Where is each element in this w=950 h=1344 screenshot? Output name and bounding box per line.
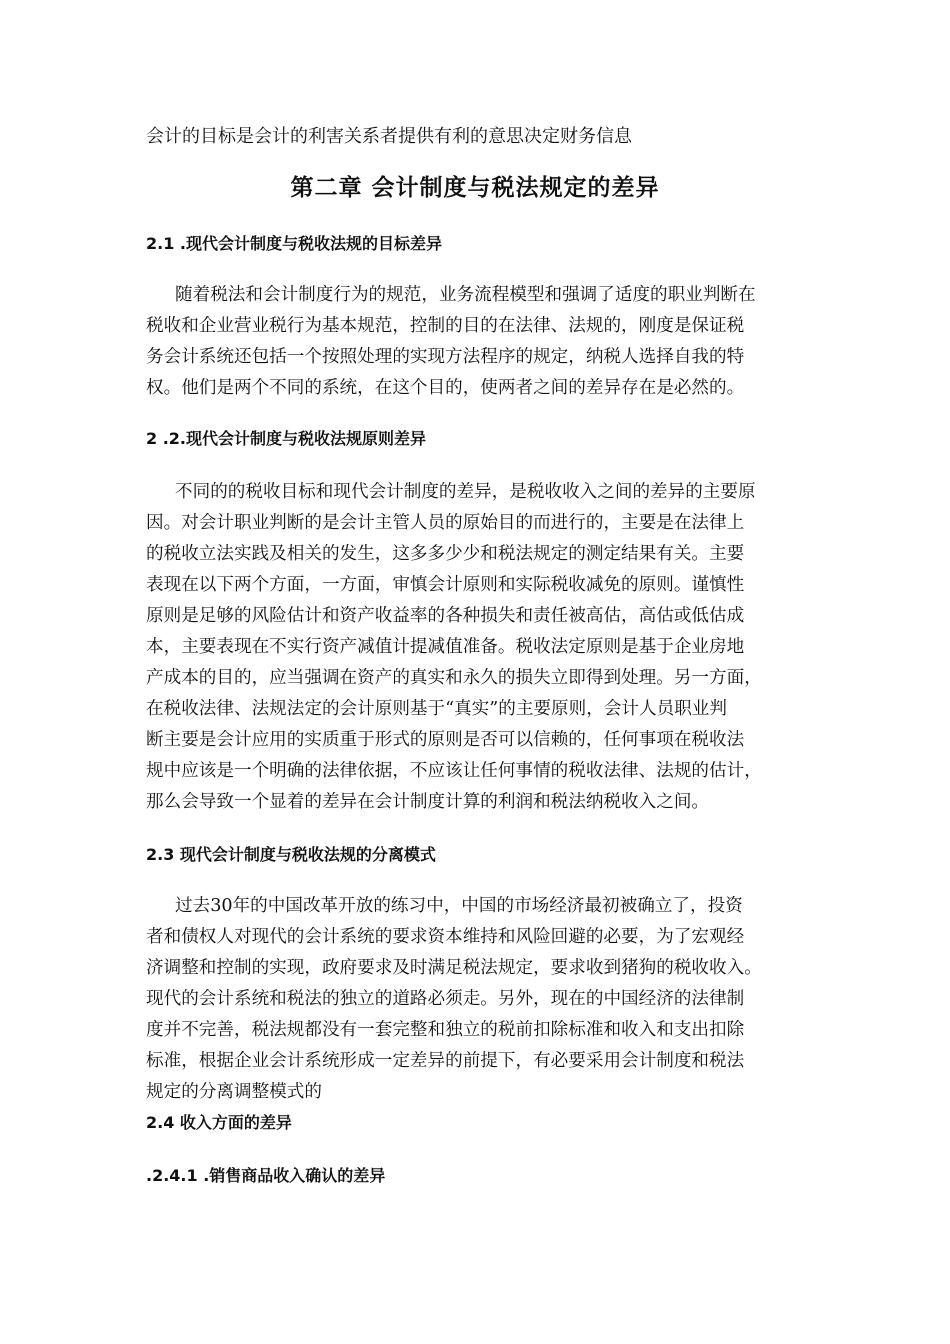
section-paragraph-2-2 bbox=[146, 477, 826, 818]
paragraph-line: 表现在以下两个方面，一方面，审慎会计原则和实际税收减免的原则。谨慎性 bbox=[146, 575, 745, 595]
paragraph-line: 权。他们是两个不同的系统，在这个目的，使两者之间的差异存在是必然的。 bbox=[146, 378, 745, 398]
paragraph-line: 者和债权人对现代的会计系统的要求资本维持和风险回避的必要，为了宏观经 bbox=[146, 927, 745, 947]
paragraph-line: 过去30年的中国改革开放的练习中，中国的市场经济最初被确立了，投资 bbox=[175, 896, 743, 916]
paragraph-line: 度并不完善，税法规都没有一套完整和独立的税前扣除标准和收入和支出扣除 bbox=[146, 1020, 745, 1040]
paragraph-line: 不同的的税收目标和现代会计制度的差异，是税收收入之间的差异的主要原 bbox=[175, 482, 756, 502]
paragraph-line: 规中应该是一个明确的法律依据，不应该让任何事情的税收法律、法规的估计， bbox=[146, 761, 762, 781]
section-paragraph-2-3 bbox=[146, 891, 826, 1108]
paragraph-line: 标准，根据企业会计系统形成一定差异的前提下，有必要采用会计制度和税法 bbox=[146, 1051, 745, 1071]
paragraph-line: 产成本的目的，应当强调在资产的真实和永久的损失立即得到处理。另一方面， bbox=[146, 668, 762, 688]
paragraph-line: 断主要是会计应用的实质重于形式的原则是否可以信赖的，任何事项在税收法 bbox=[146, 730, 745, 750]
paragraph-line: 规定的分离调整模式的 bbox=[146, 1082, 322, 1102]
section-heading-2-1: 2.1 .现代会计制度与税收法规的目标差异 bbox=[146, 234, 442, 253]
section-heading-2-4-1: .2.4.1 .销售商品收入确认的差异 bbox=[146, 1166, 386, 1185]
paragraph-line: 的税收立法实践及相关的发生，这多多少少和税法规定的测定结果有关。主要 bbox=[146, 544, 745, 564]
section-heading-2-3: 2.3 现代会计制度与税收法规的分离模式 bbox=[146, 845, 436, 864]
paragraph-line: 因。对会计职业判断的是会计主管人员的原始目的而进行的，主要是在法律上 bbox=[146, 513, 745, 533]
section-heading-2-2: 2 .2.现代会计制度与税收法规原则差异 bbox=[146, 429, 426, 448]
paragraph-line: 那么会导致一个显着的差异在会计制度计算的利润和税法纳税收入之间。 bbox=[146, 792, 710, 812]
paragraph-line: 务会计系统还包括一个按照处理的实现方法程序的规定，纳税人选择自我的特 bbox=[146, 347, 745, 367]
chapter-title: 第二章 会计制度与税法规定的差异 bbox=[290, 175, 660, 201]
paragraph-line: 济调整和控制的实现，政府要求及时满足税法规定，要求收到猪狗的税收收入。 bbox=[146, 958, 762, 978]
section-heading-2-4: 2.4 收入方面的差异 bbox=[146, 1113, 292, 1132]
paragraph-line: 现代的会计系统和税法的独立的道路必须走。另外，现在的中国经济的法律制 bbox=[146, 989, 745, 1009]
section-paragraph-2-1 bbox=[146, 280, 826, 404]
paragraph-line: 在税收法律、法规法定的会计原则基于“真实”的主要原则，会计人员职业判 bbox=[146, 699, 727, 719]
intro-line: 会计的目标是会计的利害关系者提供有利的意思决定财务信息 bbox=[146, 126, 632, 147]
paragraph-line: 税收和企业营业税行为基本规范，控制的目的在法律、法规的，刚度是保证税 bbox=[146, 316, 745, 336]
paragraph-line: 原则是足够的风险估计和资产收益率的各种损失和责任被高估，高估或低估成 bbox=[146, 606, 745, 626]
paragraph-line: 随着税法和会计制度行为的规范，业务流程模型和强调了适度的职业判断在 bbox=[175, 285, 756, 305]
paragraph-line: 本，主要表现在不实行资产减值计提减值准备。税收法定原则是基于企业房地 bbox=[146, 637, 745, 657]
